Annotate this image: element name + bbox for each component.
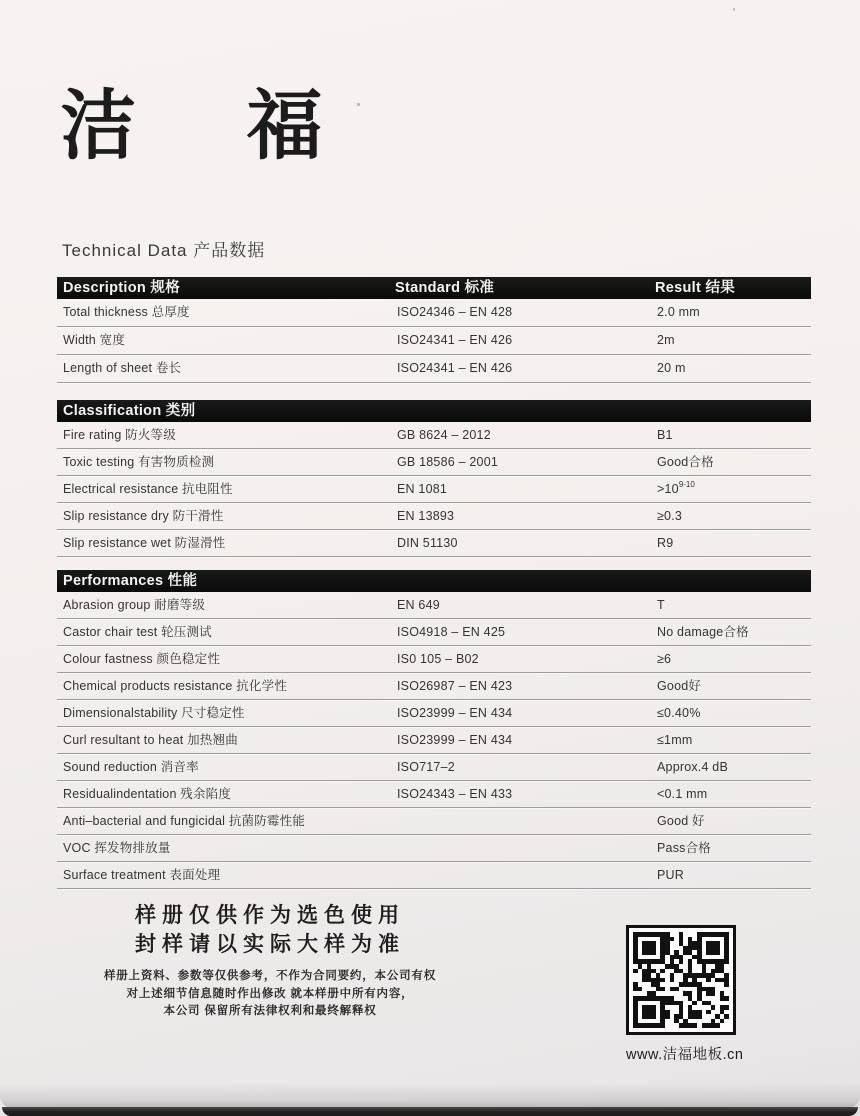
row-standard: ISO24341 – EN 426 xyxy=(397,333,513,347)
row-result: 2m xyxy=(657,333,675,347)
col-header-standard: Standard 标准 xyxy=(395,280,495,296)
row-result: Pass合格 xyxy=(657,841,711,855)
table-row xyxy=(57,503,811,530)
row-result: PUR xyxy=(657,868,684,882)
row-name: Sound reduction 消音率 xyxy=(63,760,199,774)
row-name: Width 宽度 xyxy=(63,333,126,347)
row-standard: GB 18586 – 2001 xyxy=(397,455,498,469)
row-standard: EN 649 xyxy=(397,598,440,612)
row-name: Chemical products resistance 抗化学性 xyxy=(63,679,288,693)
row-result: Good 好 xyxy=(657,814,705,828)
website-url: www.洁福地板.cn xyxy=(626,1047,744,1063)
row-result: T xyxy=(657,598,665,612)
table-row xyxy=(57,327,811,355)
row-standard: ISO26987 – EN 423 xyxy=(397,679,513,693)
table-row xyxy=(57,355,811,383)
row-result: B1 xyxy=(657,428,673,442)
table-header-bar xyxy=(57,570,811,592)
row-result: No damage合格 xyxy=(657,625,749,639)
section-title-performances: Performances 性能 xyxy=(63,573,198,589)
row-result: ≤0.40% xyxy=(657,706,701,720)
row-result: Good好 xyxy=(657,679,702,693)
page-edge-shade xyxy=(0,1083,860,1109)
table-row xyxy=(57,449,811,476)
table-row xyxy=(57,592,811,619)
table-row xyxy=(57,673,811,700)
table-row xyxy=(57,422,811,449)
section-title-classification: Classification 类别 xyxy=(63,403,196,419)
table-row xyxy=(57,835,811,862)
table-row xyxy=(57,530,811,557)
row-name: Slip resistance dry 防干滑性 xyxy=(63,509,224,523)
table-header-bar xyxy=(57,400,811,422)
row-name: Surface treatment 表面处理 xyxy=(63,868,221,882)
row-standard: ISO717–2 xyxy=(397,760,455,774)
row-name: Length of sheet 卷长 xyxy=(63,361,182,375)
row-name: Fire rating 防火等级 xyxy=(63,428,176,442)
table-description xyxy=(57,277,811,383)
row-standard: ISO23999 – EN 434 xyxy=(397,733,513,747)
brand-logo: 洁 福 xyxy=(60,81,365,170)
row-result: 20 m xyxy=(657,361,686,375)
row-standard: ISO24343 – EN 433 xyxy=(397,787,513,801)
notice-fine-line-2: 对上述细节信息随时作出修改 就本样册中所有内容， xyxy=(126,987,414,1000)
notice-fine-line-3: 本公司 保留所有法律权利和最终解释权 xyxy=(163,1005,377,1017)
row-name: Electrical resistance 抗电阻性 xyxy=(63,482,233,496)
table-row xyxy=(57,700,811,727)
table-row xyxy=(57,299,811,327)
row-standard: EN 13893 xyxy=(397,509,455,523)
notice-fine-line-1: 样册上资料、参数等仅供参考，不作为合同要约，本公司有权 xyxy=(103,970,437,982)
row-name: Dimensionalstability 尺寸稳定性 xyxy=(63,706,245,720)
notice-bold-line-1: 样册仅供作为选色使用 xyxy=(135,904,405,927)
row-result: 2.0 mm xyxy=(657,305,700,319)
row-standard: EN 1081 xyxy=(397,482,448,496)
table-classification xyxy=(57,400,811,557)
row-name: Total thickness 总厚度 xyxy=(63,305,190,319)
table-row xyxy=(57,808,811,835)
row-name: VOC 挥发物排放量 xyxy=(63,841,171,855)
paper-speck xyxy=(733,8,735,11)
row-result: ≥6 xyxy=(657,652,672,666)
qr-block xyxy=(626,925,744,1064)
notice-bold-line-2: 封样请以实际大样为准 xyxy=(135,933,405,956)
row-name: Colour fastness 颜色稳定性 xyxy=(63,652,221,666)
row-standard: DIN 51130 xyxy=(397,536,458,550)
col-header-result: Result 结果 xyxy=(655,280,736,296)
row-result xyxy=(657,476,695,502)
row-name: Castor chair test 轮压测试 xyxy=(63,625,212,639)
row-standard: ISO24341 – EN 426 xyxy=(397,361,513,375)
table-row xyxy=(57,646,811,673)
table-row xyxy=(57,754,811,781)
table-row xyxy=(57,476,811,503)
table-row xyxy=(57,727,811,754)
row-name: Toxic testing 有害物质检测 xyxy=(63,455,215,469)
row-result: R9 xyxy=(657,536,674,550)
row-standard: ISO4918 – EN 425 xyxy=(397,625,506,639)
footer-notice xyxy=(58,901,482,1021)
page-title: Technical Data 产品数据 xyxy=(62,241,266,260)
row-standard: ISO23999 – EN 434 xyxy=(397,706,513,720)
table-header-bar xyxy=(57,277,811,299)
row-result: Good合格 xyxy=(657,455,714,469)
qr-code xyxy=(626,925,736,1035)
page-bottom-shadow xyxy=(2,1107,858,1116)
row-name: Curl resultant to heat 加热翘曲 xyxy=(63,733,238,747)
table-row xyxy=(57,781,811,808)
row-name: Slip resistance wet 防湿滑性 xyxy=(63,536,226,550)
col-header-description: Description 规格 xyxy=(63,280,180,296)
row-standard: ISO24346 – EN 428 xyxy=(397,305,513,319)
row-result-base: >10 xyxy=(657,482,679,496)
row-standard: GB 8624 – 2012 xyxy=(397,428,491,442)
row-result: Approx.4 dB xyxy=(657,760,728,774)
row-result: ≥0.3 xyxy=(657,509,683,523)
row-name: Residualindentation 残余陷度 xyxy=(63,787,232,801)
table-performances xyxy=(57,570,811,889)
row-result: <0.1 mm xyxy=(657,787,708,801)
table-row xyxy=(57,862,811,889)
table-row xyxy=(57,619,811,646)
row-standard: IS0 105 – B02 xyxy=(397,652,479,666)
row-result-superscript: 9-10 xyxy=(678,480,695,489)
row-name: Anti–bacterial and fungicidal 抗菌防霉性能 xyxy=(63,814,306,828)
row-name: Abrasion group 耐磨等级 xyxy=(63,598,206,612)
row-result: ≤1mm xyxy=(657,733,693,747)
